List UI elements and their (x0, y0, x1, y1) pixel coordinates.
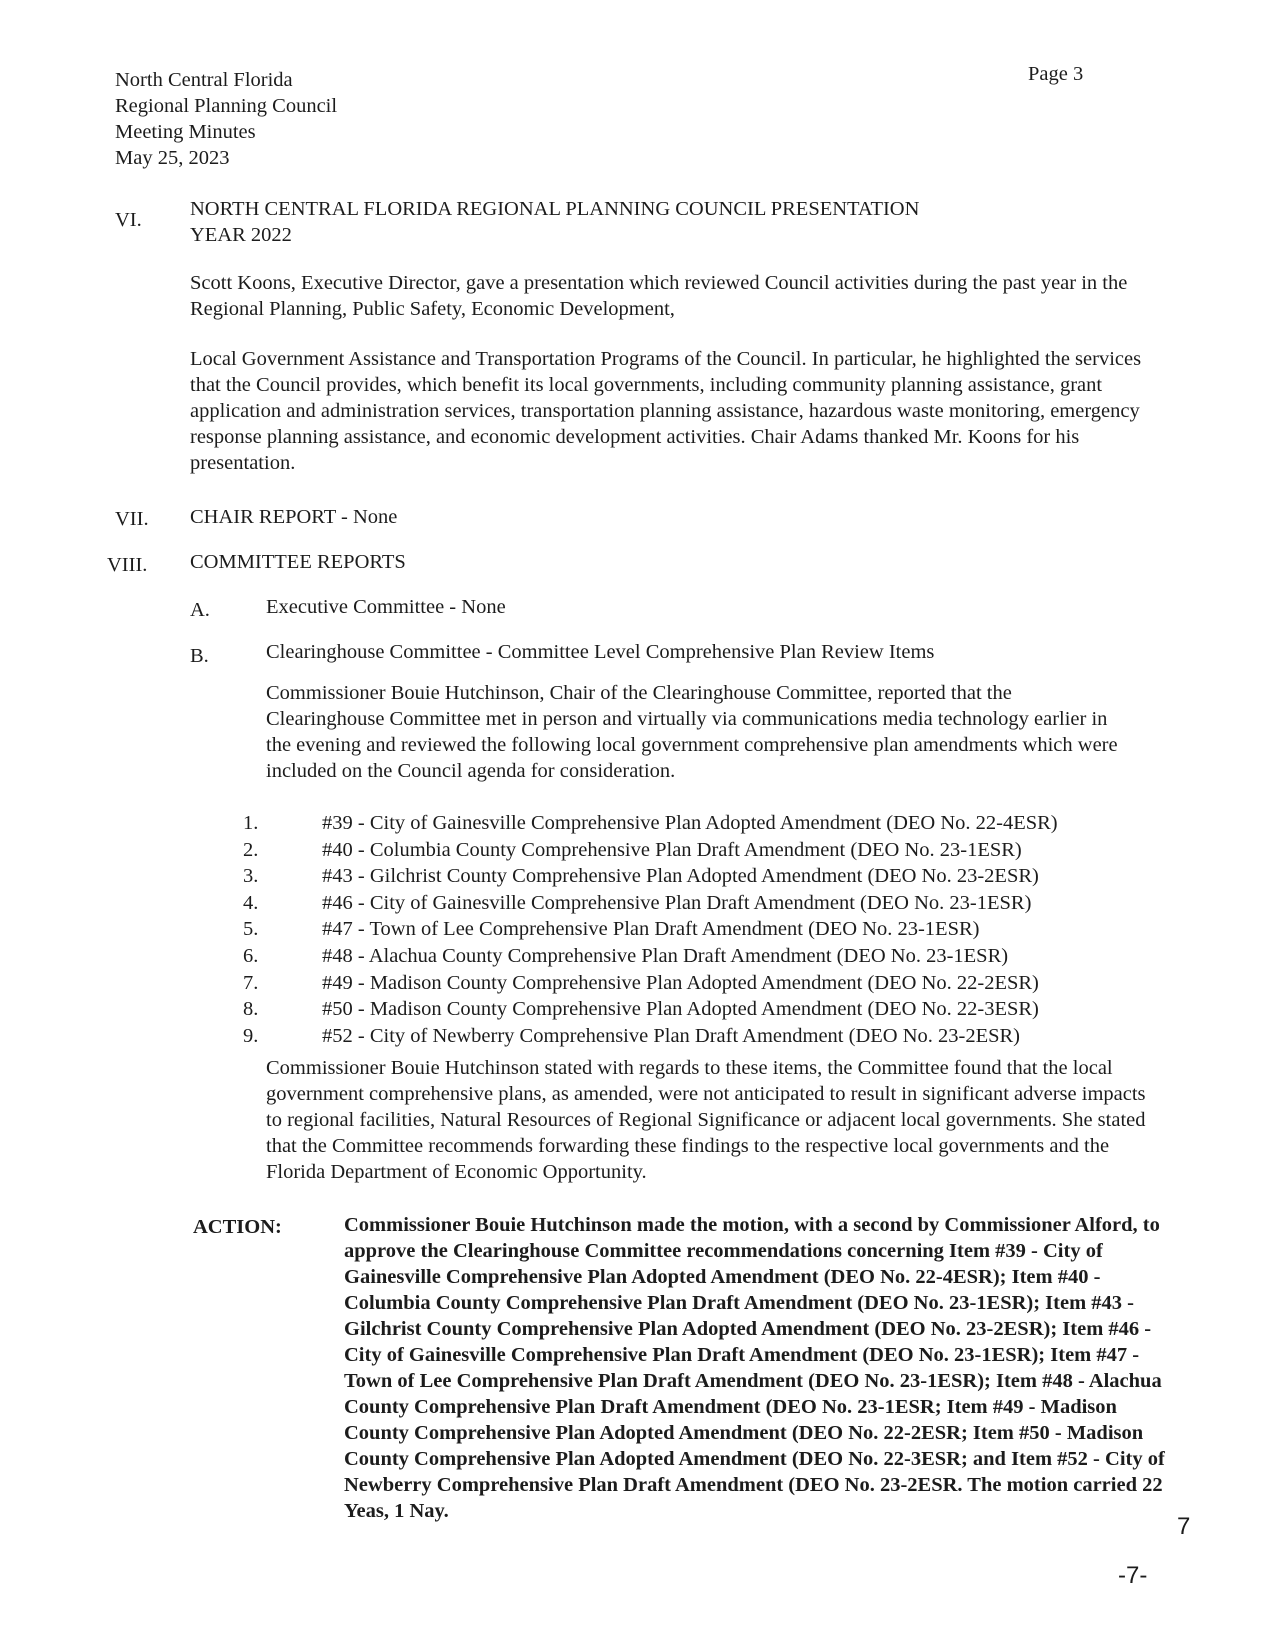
header-org-line1: North Central Florida (115, 69, 293, 91)
footer-page-number: -7- (1118, 1562, 1148, 1589)
subsection-b-paragraph-2: Commissioner Bouie Hutchinson stated with regards to these items, the Committee found that the local government comprehensive plans, as amended, were not anticipated to result in significant adverse impacts to regional facilities, Natural Resources of Regional Significance or adjacent local governments. She stated that the Committee recommends forwarding these findings to the respective local governments and the Florida Department of Economic Opportunity. (266, 1057, 1146, 1183)
action-text: Commissioner Bouie Hutchinson made the motion, with a second by Commissioner Alford, to approve the Clearinghouse Committee recommendations concerning Item #39 - City of Gainesville Comprehensive Plan Adopted Amendment (DEO No. 22-4ESR); Item #40 - Columbia County Comprehensive Plan Draft Amendment (DEO No. 23-1ESR); Item #43 - Gilchrist County Comprehensive Plan Adopted Amendment (DEO No. 23-2ESR); Item #46 - City of Gainesville Comprehensive Plan Draft Amendment (DEO No. 23-1ESR); Item #47 - Town of Lee Comprehensive Plan Draft Amendment (DEO No. 23-1ESR); Item #48 - Alachua County Comprehensive Plan Draft Amendment (DEO No. 23-1ESR; Item #49 - Madison County Comprehensive Plan Adopted Amendment (DEO No. 22-2ESR; Item #50 - Madison County Comprehensive Plan Adopted Amendment (DEO No. 22-3ESR; and Item #52 - City of Newberry Comprehensive Plan Draft Amendment (DEO No. 23-2ESR. The motion carried 22 Yeas, 1 Nay. (344, 1214, 1165, 1522)
list-item (243, 1023, 1143, 1050)
list-item (243, 890, 1143, 917)
header-org-line2: Regional Planning Council (115, 95, 338, 117)
list-item-number: 9. (243, 1024, 259, 1047)
section-vi-title-line1: NORTH CENTRAL FLORIDA REGIONAL PLANNING COUNCIL PRESENTATION (190, 198, 920, 220)
list-item-text: #39 - City of Gainesville Comprehensive Plan Adopted Amendment (DEO No. 22-4ESR) (322, 812, 1058, 834)
list-item (243, 863, 1143, 890)
section-vii-title: CHAIR REPORT - None (190, 506, 398, 528)
header-doc-type: Meeting Minutes (115, 121, 256, 143)
list-item-text: #52 - City of Newberry Comprehensive Plan Draft Amendment (DEO No. 23-2ESR) (322, 1024, 1021, 1047)
list-item (243, 943, 1143, 970)
list-item-text: #48 - Alachua County Comprehensive Plan Draft Amendment (DEO No. 23-1ESR) (322, 944, 1009, 967)
list-item-number: 8. (243, 998, 259, 1021)
subsection-b-paragraph-1: Commissioner Bouie Hutchinson, Chair of the Clearinghouse Committee, reported that the Clearinghouse Committee met in person and virtually via communications media technology earlier in the evening and reviewed the following local government comprehensive plan amendments which were included on the Council agenda for consideration. (266, 682, 1118, 782)
list-item-number: 2. (243, 838, 259, 861)
subsection-a-letter: A. (190, 599, 210, 621)
list-item (243, 996, 1143, 1023)
list-item (243, 970, 1143, 997)
section-vii-number: VII. (115, 508, 149, 530)
list-item (243, 837, 1143, 864)
section-viii-title: COMMITTEE REPORTS (190, 551, 406, 573)
section-vi-paragraph-2: Local Government Assistance and Transportation Programs of the Council. In particular, he highlighted the services that the Council provides, which benefit its local governments, including community planning assistance, grant application and administration services, transportation planning assistance, hazardous waste monitoring, emergency response planning assistance, and economic development activities. Chair Adams thanked Mr. Koons for his presentation. (190, 348, 1142, 474)
section-vi-title (190, 196, 1090, 248)
list-item-number: 4. (243, 891, 259, 914)
action-label: ACTION: (193, 1216, 282, 1238)
list-item-number: 3. (243, 865, 259, 888)
list-item-text: #46 - City of Gainesville Comprehensive Plan Draft Amendment (DEO No. 23-1ESR) (322, 891, 1032, 914)
subsection-a-title: Executive Committee - None (266, 596, 506, 618)
section-vi-paragraph-1: Scott Koons, Executive Director, gave a presentation which reviewed Council activities during the past year in the Regional Planning, Public Safety, Economic Development, (190, 272, 1128, 320)
header-date: May 25, 2023 (115, 147, 230, 169)
section-vi-number: VI. (115, 209, 142, 231)
list-item-text: #40 - Columbia County Comprehensive Plan Draft Amendment (DEO No. 23-1ESR) (322, 838, 1022, 861)
amendment-list (243, 810, 1143, 1049)
document-header (115, 67, 337, 171)
list-item-number: 7. (243, 971, 259, 994)
section-vi-title-line2: YEAR 2022 (190, 224, 292, 246)
page-label: Page 3 (1028, 63, 1084, 85)
list-item-number: 5. (243, 918, 259, 941)
subsection-b-letter: B. (190, 645, 209, 667)
list-item (243, 916, 1143, 943)
list-item-text: #50 - Madison County Comprehensive Plan Adopted Amendment (DEO No. 22-3ESR) (322, 998, 1039, 1021)
list-item-text: #43 - Gilchrist County Comprehensive Plan Adopted Amendment (DEO No. 23-2ESR) (322, 865, 1039, 888)
list-item-number: 1. (243, 812, 259, 834)
list-item (243, 810, 1143, 837)
packet-page-number: 7 (1177, 1513, 1191, 1540)
section-viii-number: VIII. (107, 554, 148, 576)
list-item-number: 6. (243, 944, 259, 967)
list-item-text: #47 - Town of Lee Comprehensive Plan Draft Amendment (DEO No. 23-1ESR) (322, 918, 980, 941)
subsection-b-title: Clearinghouse Committee - Committee Level Comprehensive Plan Review Items (266, 641, 935, 663)
list-item-text: #49 - Madison County Comprehensive Plan Adopted Amendment (DEO No. 22-2ESR) (322, 971, 1039, 994)
